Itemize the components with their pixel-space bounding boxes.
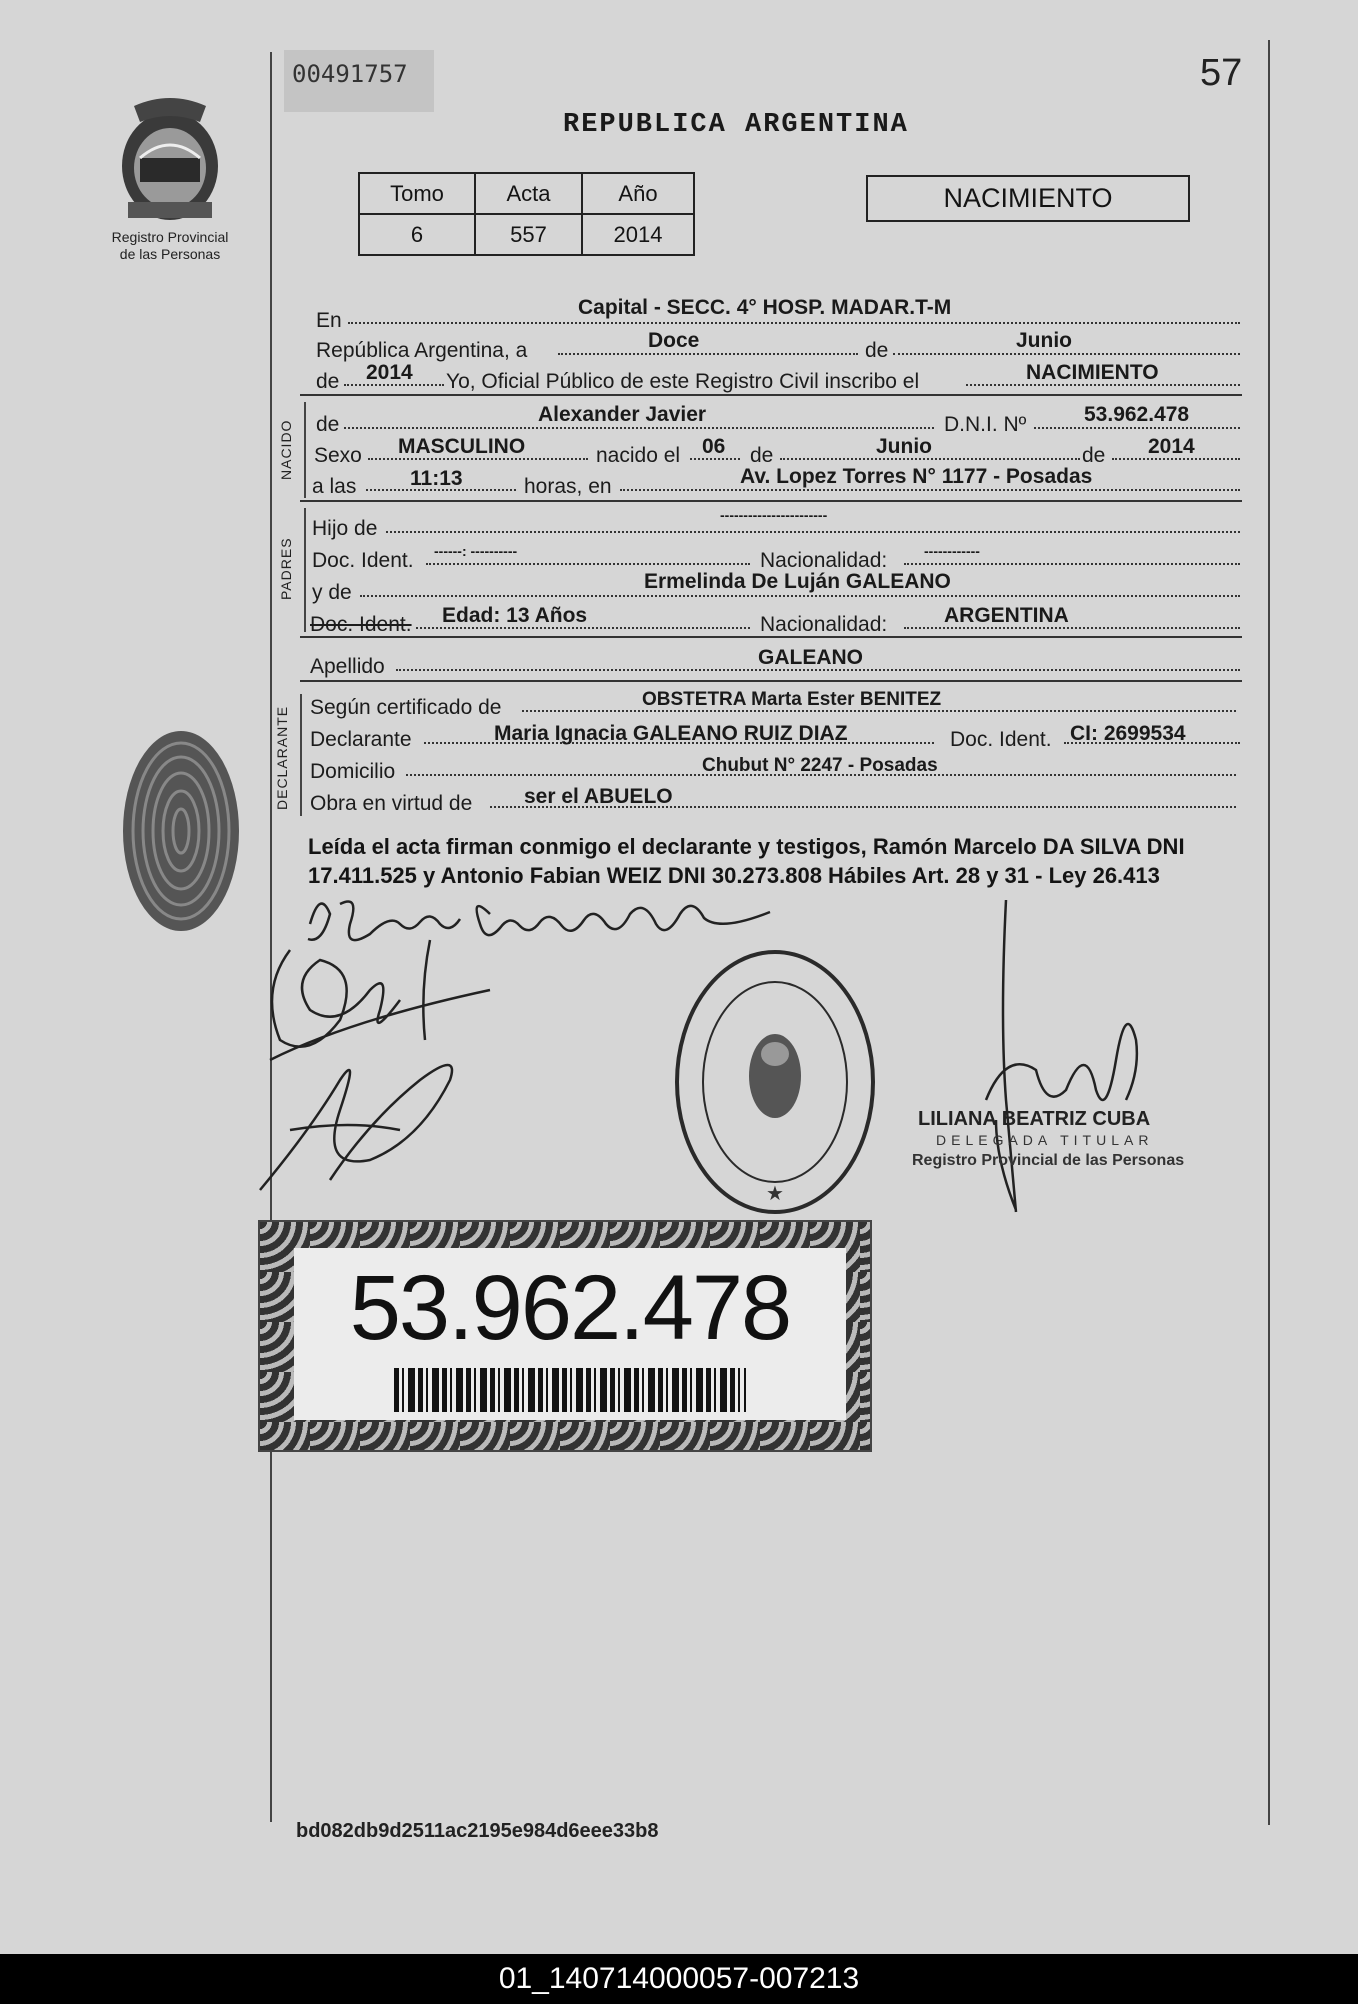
label-de: de <box>316 413 340 436</box>
value-dia: Doce <box>648 329 700 352</box>
label-de: de <box>865 339 889 362</box>
value-padre: ----------------------- <box>720 507 828 523</box>
dotted-line <box>690 458 740 460</box>
dotted-line <box>348 322 1240 324</box>
official-role: DELEGADA TITULAR <box>936 1132 1154 1148</box>
acta-value: 557 <box>475 214 582 255</box>
section-divider <box>300 500 1242 502</box>
closing-statement: Leída el acta firman conmigo el declarante y testigos, Ramón Marcelo DA SILVA DNI 17.411.525 y Antonio Fabian WEIZ DNI 30.273.808 Hábiles Art. 28 y 31 - Ley 26.413 <box>308 834 1185 888</box>
value-madre-edad: Edad: 13 Años <box>442 604 588 627</box>
section-bar <box>304 402 306 498</box>
dotted-line <box>1034 427 1240 429</box>
document-hash: bd082db9d2511ac2195e984d6eee33b8 <box>296 1820 659 1842</box>
value-declarante: Maria Ignacia GALEANO RUIZ DIAZ <box>494 722 848 745</box>
section-divider <box>300 394 1242 396</box>
registry-table <box>358 172 695 256</box>
dotted-line <box>558 353 858 355</box>
label-apellido: Apellido <box>310 655 385 678</box>
section-divider <box>300 636 1242 638</box>
dotted-line <box>904 563 1240 565</box>
anio-header: Año <box>582 173 694 214</box>
label-y-de: y de <box>312 581 352 604</box>
value-madre: Ermelinda De Luján GALEANO <box>644 570 951 593</box>
label-republica: República Argentina, a <box>316 339 528 362</box>
label-en: En <box>316 309 342 332</box>
barcode-sticker <box>258 1220 872 1452</box>
official-stamp-icon <box>672 946 878 1218</box>
serial-number: 00491757 <box>284 50 434 112</box>
value-mes: Junio <box>1016 329 1072 352</box>
label-obra-en-virtud: Obra en virtud de <box>310 792 473 815</box>
label-horas-en: horas, en <box>524 475 612 498</box>
acta-header: Acta <box>475 173 582 214</box>
page-number: 57 <box>1200 52 1243 94</box>
section-divider <box>300 680 1242 682</box>
label-nacionalidad: Nacionalidad: <box>760 613 888 636</box>
side-label-declarante: DECLARANTE <box>274 705 290 810</box>
provincial-seal-icon <box>114 96 226 224</box>
dotted-line <box>893 353 1240 355</box>
side-label-padres: PADRES <box>278 537 294 600</box>
value-anio-nacimiento: 2014 <box>1148 435 1195 458</box>
scan-footer: 01_140714000057-007213 <box>0 1954 1358 2004</box>
value-certificado: OBSTETRA Marta Ester BENITEZ <box>642 689 942 710</box>
dotted-line <box>904 627 1240 629</box>
fingerprint-icon <box>120 728 242 934</box>
value-declarante-doc: CI: 2699534 <box>1070 722 1186 745</box>
barcode-number: 53.962.478 <box>349 1257 791 1359</box>
dotted-line <box>360 595 1240 597</box>
value-sexo: MASCULINO <box>398 435 526 458</box>
label-nacionalidad: Nacionalidad: <box>760 549 888 572</box>
section-bar <box>304 508 306 632</box>
tomo-header: Tomo <box>359 173 475 214</box>
value-padre-nacionalidad: ------------ <box>924 543 980 559</box>
dotted-line <box>368 458 588 460</box>
label-dni: D.N.I. Nº <box>944 413 1027 436</box>
label-doc-ident: Doc. Ident. <box>312 549 414 572</box>
value-lugar-nacimiento: Av. Lopez Torres N° 1177 - Posadas <box>740 465 1093 488</box>
dotted-line <box>620 489 1240 491</box>
value-padre-doc: ------: ---------- <box>434 543 518 559</box>
value-madre-nacionalidad: ARGENTINA <box>944 604 1069 627</box>
dotted-line <box>416 627 750 629</box>
label-de: de <box>750 444 774 467</box>
right-margin-line <box>1268 40 1270 1825</box>
value-anio: 2014 <box>366 361 413 384</box>
label-doc-ident-struck: Doc. Ident. <box>310 613 412 636</box>
dotted-line <box>396 669 1240 671</box>
dotted-line <box>1112 458 1240 460</box>
value-obra-en-virtud: ser el ABUELO <box>524 785 673 808</box>
record-type-box: NACIMIENTO <box>866 175 1190 222</box>
label-yo-oficial: Yo, Oficial Público de este Registro Civil inscribo el <box>446 370 920 393</box>
value-dni: 53.962.478 <box>1084 403 1190 426</box>
label-a-las: a las <box>312 475 357 498</box>
official-name: LILIANA BEATRIZ CUBA <box>918 1108 1151 1130</box>
label-de: de <box>316 370 340 393</box>
dotted-line <box>780 458 1080 460</box>
value-dia-nacimiento: 06 <box>702 435 726 458</box>
registry-name: Registro Provincial de las Personas <box>111 229 229 262</box>
label-nacido-el: nacido el <box>596 444 681 467</box>
dotted-line <box>522 710 1236 712</box>
dotted-line <box>966 384 1240 386</box>
dotted-line <box>426 563 750 565</box>
document-title: REPUBLICA ARGENTINA <box>563 110 909 140</box>
barcode-label <box>294 1248 846 1420</box>
dotted-line <box>344 384 444 386</box>
svg-text:★: ★ <box>766 1181 784 1205</box>
tomo-value: 6 <box>359 214 475 255</box>
value-hora: 11:13 <box>410 467 463 490</box>
official-signature-icon <box>976 900 1154 1220</box>
label-domicilio: Domicilio <box>310 760 396 783</box>
label-de: de <box>1082 444 1106 467</box>
official-registry: Registro Provincial de las Personas <box>912 1152 1185 1169</box>
label-sexo: Sexo <box>314 444 362 467</box>
witness-signature-icon <box>250 930 500 1200</box>
value-apellido: GALEANO <box>758 646 863 669</box>
section-bar <box>300 694 302 816</box>
value-lugar: Capital - SECC. 4° HOSP. MADAR.T-M <box>578 296 952 319</box>
label-declarante: Declarante <box>310 728 412 751</box>
value-tipo-inscripcion: NACIMIENTO <box>1026 361 1159 384</box>
dotted-line <box>386 531 1240 533</box>
value-nombre: Alexander Javier <box>538 403 707 426</box>
anio-value: 2014 <box>582 214 694 255</box>
label-segun-certificado: Según certificado de <box>310 696 502 719</box>
dotted-line <box>344 427 934 429</box>
label-doc-ident: Doc. Ident. <box>950 728 1052 751</box>
label-hijo-de: Hijo de <box>312 517 378 540</box>
side-label-nacido: NACIDO <box>278 419 294 480</box>
value-domicilio: Chubut N° 2247 - Posadas <box>702 755 938 776</box>
value-mes-nacimiento: Junio <box>876 435 932 458</box>
barcode-icon <box>394 1368 746 1412</box>
